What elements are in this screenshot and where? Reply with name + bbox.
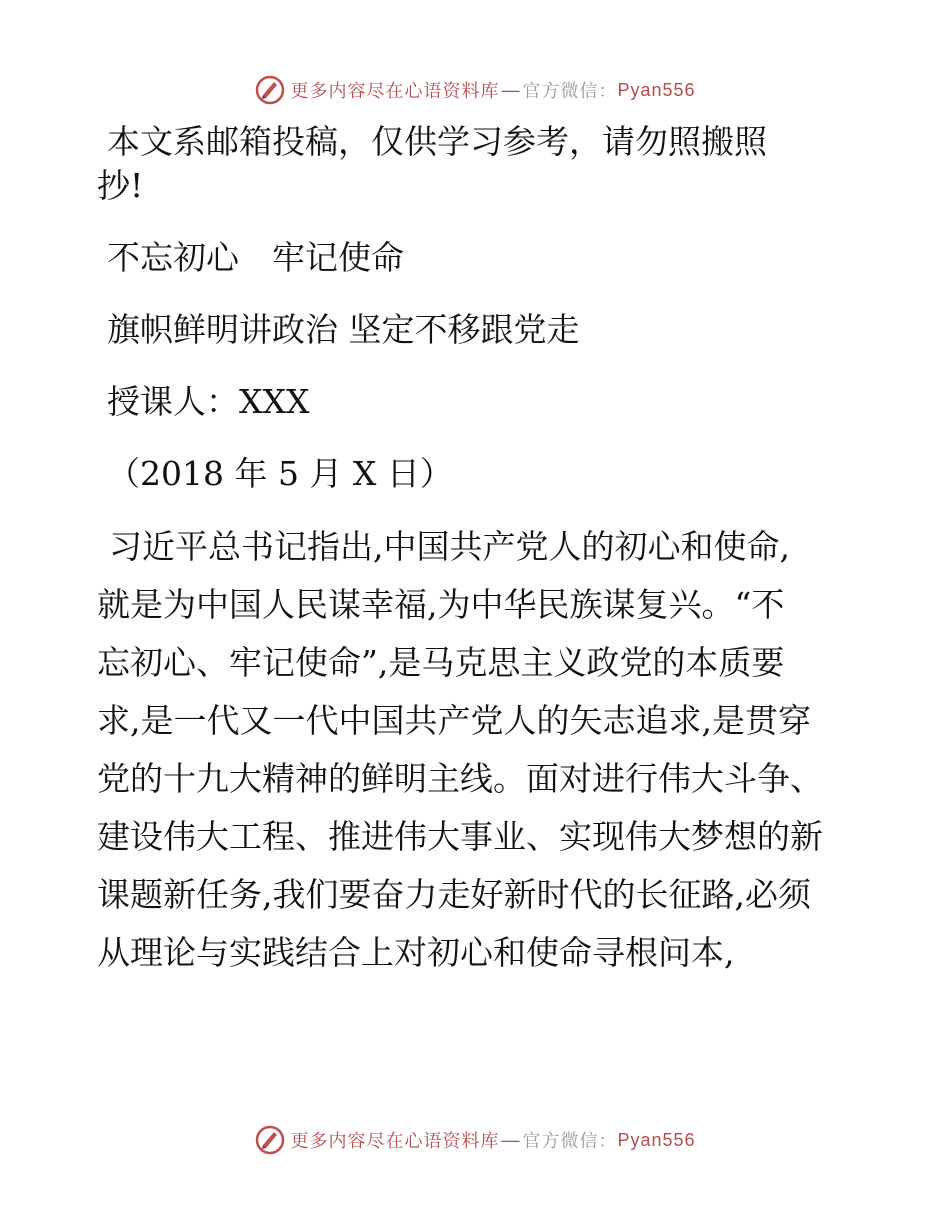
lecture-subtitle: 旗帜鲜明讲政治 坚定不移跟党走 [107, 310, 580, 349]
document-body [97, 120, 857, 982]
body-paragraph [97, 518, 849, 982]
watermark-dash: — [501, 1129, 521, 1150]
notice-line-1: 本文系邮箱投稿，仅供学习参考，请勿照搬照 [107, 122, 767, 161]
paragraph-line: 党的十九大精神的鲜明主线。面对进行伟大斗争、 [97, 759, 823, 798]
watermark-id: Pyan556 [617, 79, 696, 100]
paragraph-line: 就是为中国人民谋幸福,为中华民族谋复兴。“不 [97, 585, 785, 624]
notice-line-2: 抄! [97, 166, 144, 205]
watermark-label: 官方微信： [522, 1131, 618, 1151]
brand-logo-icon [254, 74, 286, 106]
header-watermark [0, 72, 950, 108]
watermark-text: 更多内容尽在心语资料库 [290, 81, 500, 101]
lecturer-line: 授课人：XXX [107, 382, 310, 421]
footer-watermark [0, 1122, 950, 1158]
paragraph-line: 求,是一代又一代中国共产党人的矢志追求,是贯穿 [97, 701, 811, 740]
watermark-id: Pyan556 [617, 1129, 696, 1150]
watermark-text: 更多内容尽在心语资料库 [290, 1131, 500, 1151]
date-line: （2018 年 5 月 X 日） [107, 454, 453, 493]
watermark-dash: — [501, 79, 521, 100]
paragraph-line: 习近平总书记指出,中国共产党人的初心和使命, [109, 527, 790, 566]
brand-logo-icon [254, 1124, 286, 1156]
paragraph-line: 课题新任务,我们要奋力走好新时代的长征路,必须 [97, 875, 811, 914]
theme-title: 不忘初心 牢记使命 [107, 238, 404, 277]
paragraph-line: 建设伟大工程、推进伟大事业、实现伟大梦想的新 [97, 817, 823, 856]
watermark-label: 官方微信： [522, 81, 618, 101]
paragraph-line: 从理论与实践结合上对初心和使命寻根问本, [97, 933, 735, 972]
paragraph-line: 忘初心、牢记使命”,是马克思主义政党的本质要 [97, 643, 785, 682]
